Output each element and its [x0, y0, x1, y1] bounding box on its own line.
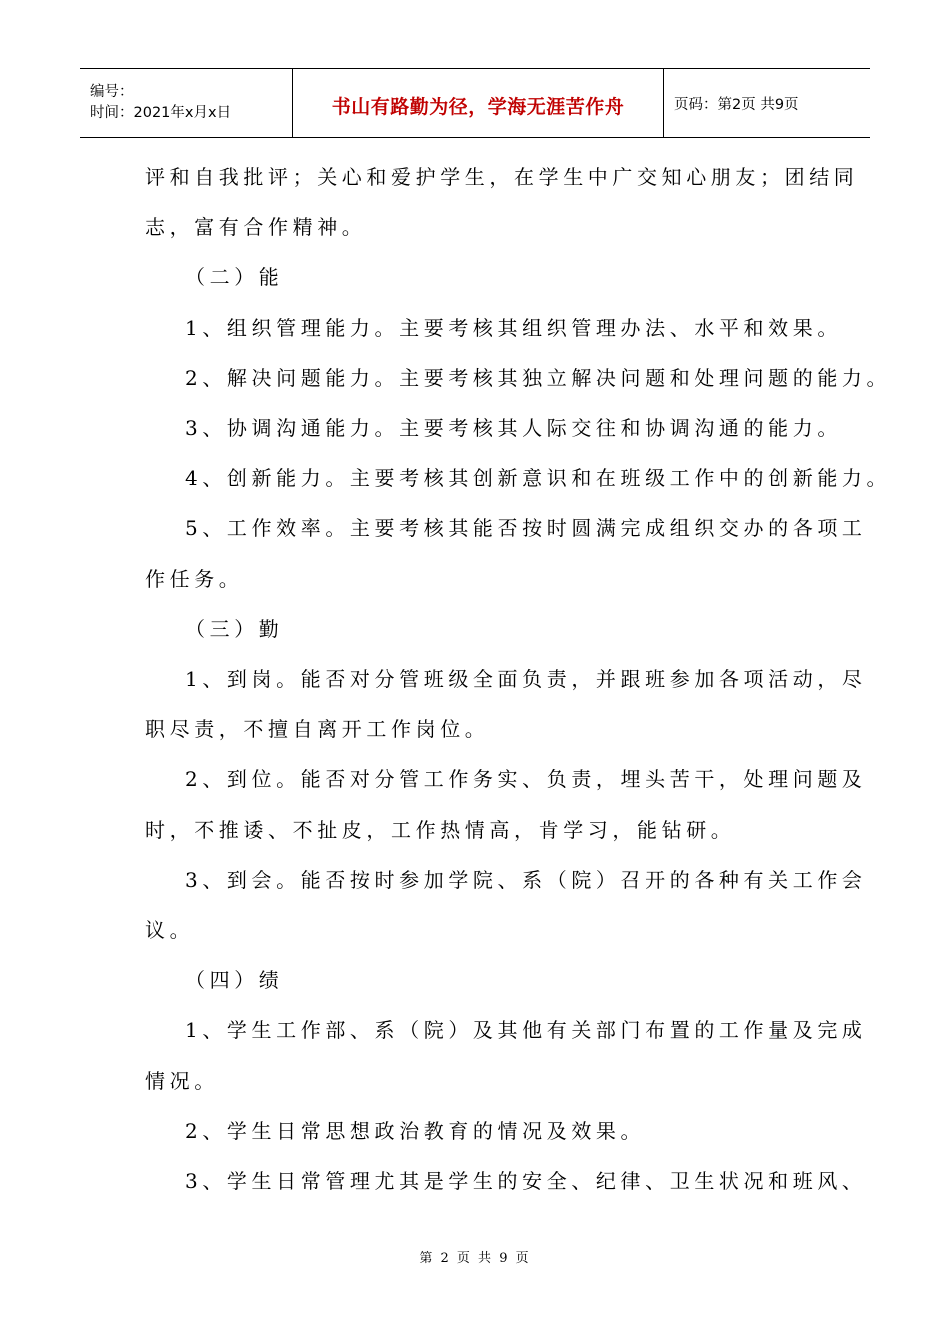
body-line: 作任务。 — [145, 566, 244, 591]
body-line: （三）勤 — [185, 616, 284, 641]
body-line: 5、工作效率。主要考核其能否按时圆满完成组织交办的各项工 — [185, 516, 867, 541]
body-line: 2、解决问题能力。主要考核其独立解决问题和处理问题的能力。 — [185, 365, 892, 390]
body-line: 3、到会。能否按时参加学院、系（院）召开的各种有关工作会 — [185, 867, 867, 892]
body-line: 情况。 — [145, 1068, 219, 1093]
header-motto: 书山有路勤为径，学海无涯苦作舟 — [293, 69, 664, 137]
page-header — [80, 68, 870, 138]
body-line: （四）绩 — [185, 968, 284, 993]
body-line: 评和自我批评；关心和爱护学生，在学生中广交知心朋友；团结同 — [145, 165, 859, 189]
body-line: （二）能 — [185, 265, 284, 290]
body-line: 4、创新能力。主要考核其创新意识和在班级工作中的创新能力。 — [185, 466, 892, 491]
body-line: 1、学生工作部、系（院）及其他有关部门布置的工作量及完成 — [185, 1018, 867, 1043]
body-line: 2、学生日常思想政治教育的情况及效果。 — [185, 1118, 646, 1143]
header-meta — [80, 69, 293, 137]
body-line: 1、组织管理能力。主要考核其组织管理办法、水平和效果。 — [185, 315, 842, 340]
body-line: 1、到岗。能否对分管班级全面负责，并跟班参加各项活动，尽 — [185, 667, 867, 691]
body-line: 3、学生日常管理尤其是学生的安全、纪律、卫生状况和班风、 — [185, 1169, 867, 1193]
body-line: 3、协调沟通能力。主要考核其人际交往和协调沟通的能力。 — [185, 416, 842, 440]
document-number-label: 编号： — [90, 84, 134, 100]
body-line: 议。 — [145, 918, 195, 942]
body-line: 2、到位。能否对分管工作务实、负责，埋头苦干，处理问题及 — [185, 767, 867, 792]
body-line: 职尽责，不擅自离开工作岗位。 — [145, 717, 490, 742]
page-footer: 第 2 页 共 9 页 — [419, 1251, 531, 1266]
document-date-label: 时间：2021年x月x日 — [90, 105, 232, 121]
body-line: 志，富有合作精神。 — [145, 215, 367, 240]
body-line: 时，不推诿、不扯皮，工作热情高，肯学习，能钻研。 — [145, 817, 736, 842]
header-page-info: 页码：第2页 共9页 — [674, 96, 799, 113]
